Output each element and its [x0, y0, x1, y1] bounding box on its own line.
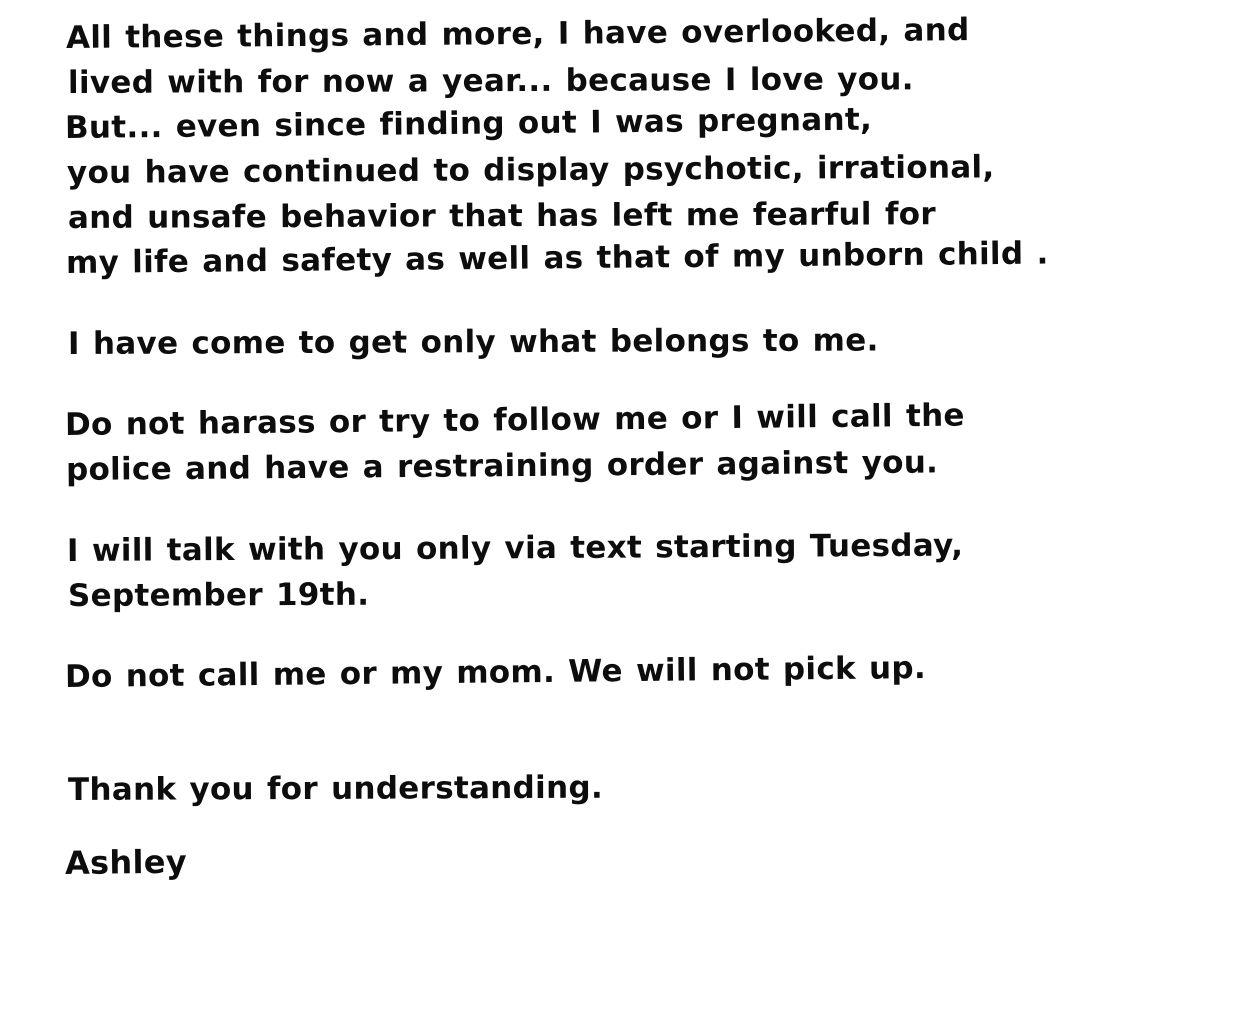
letter-line: But... even since finding out I was pregnant,: [64, 101, 873, 147]
letter-line: Thank you for understanding.: [67, 769, 604, 808]
paragraph-5: [64, 649, 1170, 700]
letter-line: my life and safety as well as that of my unborn child .: [65, 235, 1049, 281]
signature: [66, 841, 1170, 886]
letter-line: and unsafe behavior that has left me fearful for: [67, 196, 936, 236]
signature-text: Ashley: [64, 842, 188, 883]
letter-line: All these things and more, I have overlooked, and: [65, 12, 970, 56]
paragraph-6-closing: [66, 768, 1170, 813]
letter-line: Do not call me or my mom. We will not pick up.: [64, 649, 927, 696]
paragraph-2: [66, 322, 1170, 367]
letter-line: Do not harass or try to follow me or I will call the: [64, 397, 965, 444]
paragraph-spacer-large: [66, 706, 1170, 768]
paragraph-1: [64, 12, 1170, 286]
paragraph-3: [64, 397, 1170, 493]
letter-line: you have continued to display psychotic, irrational,: [66, 149, 995, 191]
letter-line: I will talk with you only via text starting Tuesday,: [66, 527, 964, 569]
letter-line: I have come to get only what belongs to me.: [67, 322, 879, 362]
letter-line: lived with for now a year... because I love you.: [67, 61, 914, 101]
letter-line: September 19th.: [67, 576, 370, 614]
letter-line: police and have a restraining order against you.: [65, 444, 939, 488]
paragraph-4: [66, 529, 1170, 619]
